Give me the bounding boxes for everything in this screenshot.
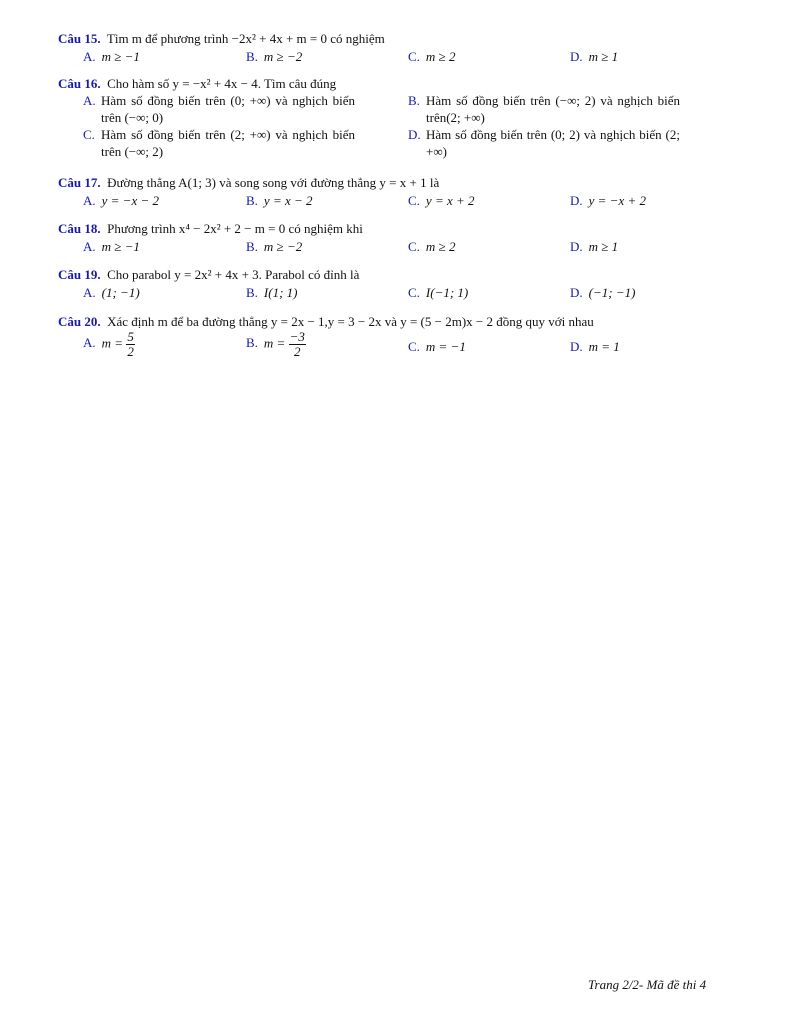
question-text: Xác định m để ba đường thẳng y = 2x − 1,y = 3 − 2x và y = (5 − 2m)x − 2 đồng quy với nhau: [107, 314, 594, 329]
option-c[interactable]: C. y = x + 2: [408, 193, 475, 208]
option-b[interactable]: B. m ≥ −2: [246, 49, 303, 64]
option-a[interactable]: A. m = $\frac{5}{2}$: [83, 329, 134, 359]
question-15: [58, 30, 718, 65]
question-text: Cho hàm số y = −x² + 4x − 4. Tìm câu đúng: [107, 76, 337, 91]
fraction: $\frac{5}{2}$: [127, 329, 134, 359]
option-d[interactable]: D. m ≥ 1: [570, 49, 619, 64]
option-a[interactable]: A. Hàm số đồng biến trên (0; +∞) và nghịch biến trên (−∞; 0): [83, 93, 355, 125]
option-b[interactable]: B. m = $\frac{-3}{2}$: [246, 329, 305, 359]
option-b[interactable]: B. y = x − 2: [246, 193, 313, 208]
option-d[interactable]: D. (−1; −1): [570, 285, 636, 300]
option-c[interactable]: C. m ≥ 2: [408, 49, 456, 64]
question-number: Câu 19.: [58, 267, 101, 282]
question-18: [58, 220, 718, 255]
option-d[interactable]: D. y = −x + 2: [570, 193, 646, 208]
option-c[interactable]: C. m ≥ 2: [408, 239, 456, 254]
question-number: Câu 17.: [58, 175, 101, 190]
question-number: Câu 15.: [58, 31, 101, 46]
question-number: Câu 18.: [58, 221, 101, 236]
fraction: $\frac{-3}{2}$: [289, 329, 305, 359]
question-text: Đường thẳng A(1; 3) và song song với đường thẳng y = x + 1 là: [107, 175, 440, 190]
question-19: [58, 266, 718, 301]
option-a[interactable]: A. y = −x − 2: [83, 193, 159, 208]
question-17: [58, 174, 718, 209]
question-text: Cho parabol y = 2x² + 4x + 3. Parabol có đỉnh là: [107, 267, 360, 282]
question-number: Câu 20.: [58, 314, 101, 329]
page-footer: Trang 2/2- Mã đề thi 4: [588, 977, 707, 992]
option-b[interactable]: B. I(1; 1): [246, 285, 298, 300]
question-16: [58, 75, 718, 162]
option-d[interactable]: D. Hàm số đồng biến trên (0; 2) và nghịch biến (2; +∞): [408, 127, 680, 159]
option-a[interactable]: A. (1; −1): [83, 285, 140, 300]
question-text: Tìm m để phương trình −2x² + 4x + m = 0 có nghiệm: [106, 31, 385, 46]
option-c[interactable]: C. I(−1; 1): [408, 285, 469, 300]
option-b[interactable]: B. m ≥ −2: [246, 239, 303, 254]
question-text: Phương trình x⁴ − 2x² + 2 − m = 0 có nghiệm khi: [107, 221, 363, 236]
option-b[interactable]: B. Hàm số đồng biến trên (−∞; 2) và nghịch biến trên(2; +∞): [408, 93, 680, 125]
option-d[interactable]: D. m = 1: [570, 339, 620, 354]
option-a[interactable]: A. m ≥ −1: [83, 239, 140, 254]
question-20: [58, 313, 718, 364]
question-number: Câu 16.: [58, 76, 101, 91]
option-a[interactable]: A. m ≥ −1: [83, 49, 140, 64]
option-c[interactable]: C. Hàm số đồng biến trên (2; +∞) và nghịch biến trên (−∞; 2): [83, 127, 355, 159]
option-c[interactable]: C. m = −1: [408, 339, 466, 354]
option-d[interactable]: D. m ≥ 1: [570, 239, 619, 254]
